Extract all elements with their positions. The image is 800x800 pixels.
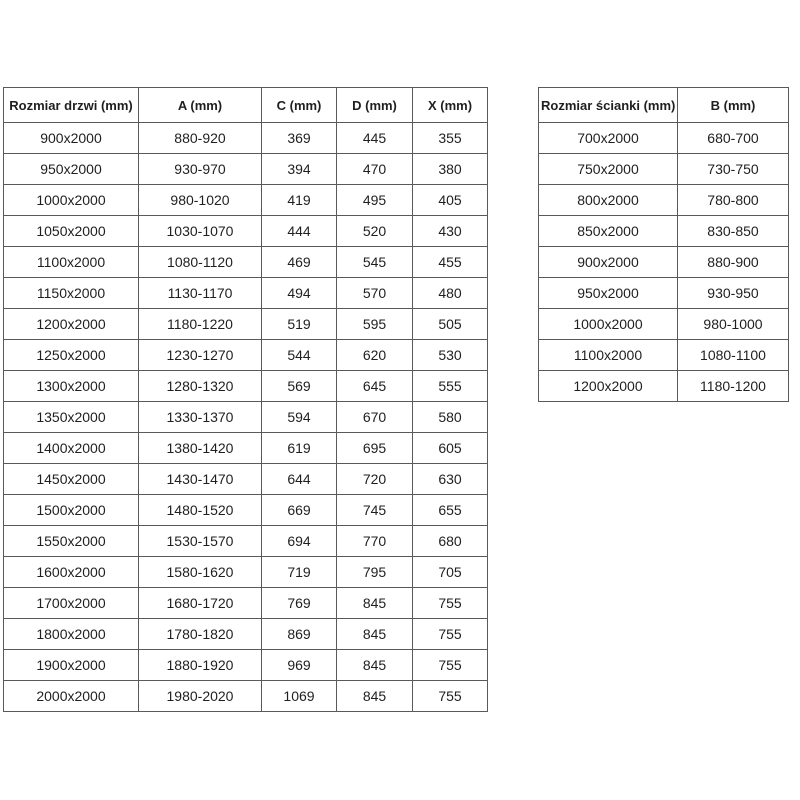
table-cell: 1100x2000 bbox=[4, 247, 139, 278]
table-cell: 1800x2000 bbox=[4, 619, 139, 650]
table-cell: 969 bbox=[262, 650, 337, 681]
table-cell: 1080-1120 bbox=[139, 247, 262, 278]
table-cell: 555 bbox=[413, 371, 488, 402]
table-cell: 355 bbox=[413, 123, 488, 154]
table-cell: 1980-2020 bbox=[139, 681, 262, 712]
table-row bbox=[539, 278, 789, 309]
table-cell: 2000x2000 bbox=[4, 681, 139, 712]
header-cell: D (mm) bbox=[337, 88, 413, 123]
table-cell: 845 bbox=[337, 681, 413, 712]
header-cell: A (mm) bbox=[139, 88, 262, 123]
table-cell: 580 bbox=[413, 402, 488, 433]
table-cell: 694 bbox=[262, 526, 337, 557]
table-cell: 780-800 bbox=[678, 185, 789, 216]
header-row bbox=[539, 88, 789, 123]
table-cell: 800x2000 bbox=[539, 185, 678, 216]
table-row bbox=[539, 154, 789, 185]
table-cell: 1080-1100 bbox=[678, 340, 789, 371]
table-cell: 720 bbox=[337, 464, 413, 495]
table-cell: 980-1020 bbox=[139, 185, 262, 216]
table-cell: 1330-1370 bbox=[139, 402, 262, 433]
table-cell: 1000x2000 bbox=[4, 185, 139, 216]
table-cell: 1380-1420 bbox=[139, 433, 262, 464]
table-cell: 470 bbox=[337, 154, 413, 185]
table-cell: 1280-1320 bbox=[139, 371, 262, 402]
table-cell: 505 bbox=[413, 309, 488, 340]
table-cell: 770 bbox=[337, 526, 413, 557]
table-cell: 480 bbox=[413, 278, 488, 309]
table-row bbox=[539, 247, 789, 278]
table-cell: 1880-1920 bbox=[139, 650, 262, 681]
table-cell: 1100x2000 bbox=[539, 340, 678, 371]
table-cell: 594 bbox=[262, 402, 337, 433]
table-cell: 455 bbox=[413, 247, 488, 278]
table-cell: 769 bbox=[262, 588, 337, 619]
table-cell: 695 bbox=[337, 433, 413, 464]
table-cell: 1900x2000 bbox=[4, 650, 139, 681]
table-cell: 430 bbox=[413, 216, 488, 247]
table-cell: 930-950 bbox=[678, 278, 789, 309]
table-cell: 520 bbox=[337, 216, 413, 247]
table-cell: 869 bbox=[262, 619, 337, 650]
table-row bbox=[539, 309, 789, 340]
table-cell: 1700x2000 bbox=[4, 588, 139, 619]
table-row bbox=[4, 681, 488, 712]
table-cell: 1050x2000 bbox=[4, 216, 139, 247]
table-row bbox=[4, 433, 488, 464]
table-cell: 519 bbox=[262, 309, 337, 340]
table-row bbox=[4, 123, 488, 154]
table-cell: 930-970 bbox=[139, 154, 262, 185]
table-cell: 1000x2000 bbox=[539, 309, 678, 340]
door-sizes-table-body bbox=[4, 123, 488, 712]
table-row bbox=[539, 216, 789, 247]
table-cell: 1230-1270 bbox=[139, 340, 262, 371]
table-row bbox=[539, 123, 789, 154]
table-row bbox=[4, 619, 488, 650]
table-cell: 570 bbox=[337, 278, 413, 309]
table-cell: 880-900 bbox=[678, 247, 789, 278]
table-row bbox=[4, 185, 488, 216]
table-cell: 445 bbox=[337, 123, 413, 154]
table-cell: 755 bbox=[413, 619, 488, 650]
table-row bbox=[4, 247, 488, 278]
table-cell: 419 bbox=[262, 185, 337, 216]
table-cell: 755 bbox=[413, 588, 488, 619]
table-cell: 1680-1720 bbox=[139, 588, 262, 619]
table-cell: 795 bbox=[337, 557, 413, 588]
wall-sizes-table bbox=[538, 87, 789, 402]
table-row bbox=[4, 557, 488, 588]
table-cell: 900x2000 bbox=[4, 123, 139, 154]
table-cell: 494 bbox=[262, 278, 337, 309]
table-cell: 469 bbox=[262, 247, 337, 278]
table-cell: 545 bbox=[337, 247, 413, 278]
table-cell: 755 bbox=[413, 681, 488, 712]
table-cell: 645 bbox=[337, 371, 413, 402]
table-cell: 730-750 bbox=[678, 154, 789, 185]
table-row bbox=[4, 309, 488, 340]
table-cell: 655 bbox=[413, 495, 488, 526]
table-cell: 669 bbox=[262, 495, 337, 526]
table-cell: 755 bbox=[413, 650, 488, 681]
table-cell: 850x2000 bbox=[539, 216, 678, 247]
table-cell: 1200x2000 bbox=[539, 371, 678, 402]
header-cell: Rozmiar ścianki (mm) bbox=[539, 88, 678, 123]
table-cell: 380 bbox=[413, 154, 488, 185]
table-cell: 1530-1570 bbox=[139, 526, 262, 557]
table-cell: 495 bbox=[337, 185, 413, 216]
table-cell: 1030-1070 bbox=[139, 216, 262, 247]
table-row bbox=[4, 588, 488, 619]
header-cell: B (mm) bbox=[678, 88, 789, 123]
table-cell: 1200x2000 bbox=[4, 309, 139, 340]
table-cell: 1150x2000 bbox=[4, 278, 139, 309]
table-cell: 1580-1620 bbox=[139, 557, 262, 588]
table-cell: 900x2000 bbox=[539, 247, 678, 278]
table-cell: 880-920 bbox=[139, 123, 262, 154]
table-cell: 705 bbox=[413, 557, 488, 588]
table-cell: 980-1000 bbox=[678, 309, 789, 340]
table-cell: 1069 bbox=[262, 681, 337, 712]
table-cell: 1130-1170 bbox=[139, 278, 262, 309]
table-row bbox=[4, 371, 488, 402]
door-sizes-table bbox=[3, 87, 488, 712]
table-row bbox=[539, 185, 789, 216]
table-cell: 1180-1200 bbox=[678, 371, 789, 402]
table-cell: 619 bbox=[262, 433, 337, 464]
table-row bbox=[4, 495, 488, 526]
table-cell: 595 bbox=[337, 309, 413, 340]
table-cell: 644 bbox=[262, 464, 337, 495]
table-row bbox=[4, 340, 488, 371]
table-cell: 845 bbox=[337, 650, 413, 681]
table-cell: 1250x2000 bbox=[4, 340, 139, 371]
table-cell: 1550x2000 bbox=[4, 526, 139, 557]
table-cell: 845 bbox=[337, 588, 413, 619]
table-cell: 1500x2000 bbox=[4, 495, 139, 526]
table-cell: 620 bbox=[337, 340, 413, 371]
table-row bbox=[4, 650, 488, 681]
table-cell: 1400x2000 bbox=[4, 433, 139, 464]
table-cell: 680-700 bbox=[678, 123, 789, 154]
table-cell: 1180-1220 bbox=[139, 309, 262, 340]
header-cell: Rozmiar drzwi (mm) bbox=[4, 88, 139, 123]
table-cell: 369 bbox=[262, 123, 337, 154]
table-row bbox=[4, 154, 488, 185]
table-cell: 1780-1820 bbox=[139, 619, 262, 650]
table-cell: 950x2000 bbox=[4, 154, 139, 185]
header-cell: X (mm) bbox=[413, 88, 488, 123]
wall-sizes-table-header bbox=[539, 88, 789, 123]
table-row bbox=[4, 526, 488, 557]
table-cell: 1350x2000 bbox=[4, 402, 139, 433]
table-row bbox=[539, 340, 789, 371]
table-cell: 530 bbox=[413, 340, 488, 371]
table-row bbox=[4, 402, 488, 433]
header-cell: C (mm) bbox=[262, 88, 337, 123]
header-row bbox=[4, 88, 488, 123]
table-cell: 544 bbox=[262, 340, 337, 371]
table-cell: 394 bbox=[262, 154, 337, 185]
table-cell: 1600x2000 bbox=[4, 557, 139, 588]
table-cell: 950x2000 bbox=[539, 278, 678, 309]
table-row bbox=[4, 216, 488, 247]
table-cell: 1450x2000 bbox=[4, 464, 139, 495]
table-cell: 405 bbox=[413, 185, 488, 216]
table-cell: 1430-1470 bbox=[139, 464, 262, 495]
table-cell: 569 bbox=[262, 371, 337, 402]
door-sizes-table-header bbox=[4, 88, 488, 123]
wall-sizes-table-body bbox=[539, 123, 789, 402]
table-cell: 700x2000 bbox=[539, 123, 678, 154]
table-cell: 1300x2000 bbox=[4, 371, 139, 402]
table-cell: 830-850 bbox=[678, 216, 789, 247]
table-cell: 605 bbox=[413, 433, 488, 464]
table-cell: 845 bbox=[337, 619, 413, 650]
table-cell: 745 bbox=[337, 495, 413, 526]
table-cell: 680 bbox=[413, 526, 488, 557]
table-row bbox=[4, 464, 488, 495]
table-cell: 750x2000 bbox=[539, 154, 678, 185]
table-row bbox=[539, 371, 789, 402]
table-cell: 444 bbox=[262, 216, 337, 247]
table-row bbox=[4, 278, 488, 309]
table-cell: 630 bbox=[413, 464, 488, 495]
table-cell: 670 bbox=[337, 402, 413, 433]
table-cell: 719 bbox=[262, 557, 337, 588]
table-cell: 1480-1520 bbox=[139, 495, 262, 526]
